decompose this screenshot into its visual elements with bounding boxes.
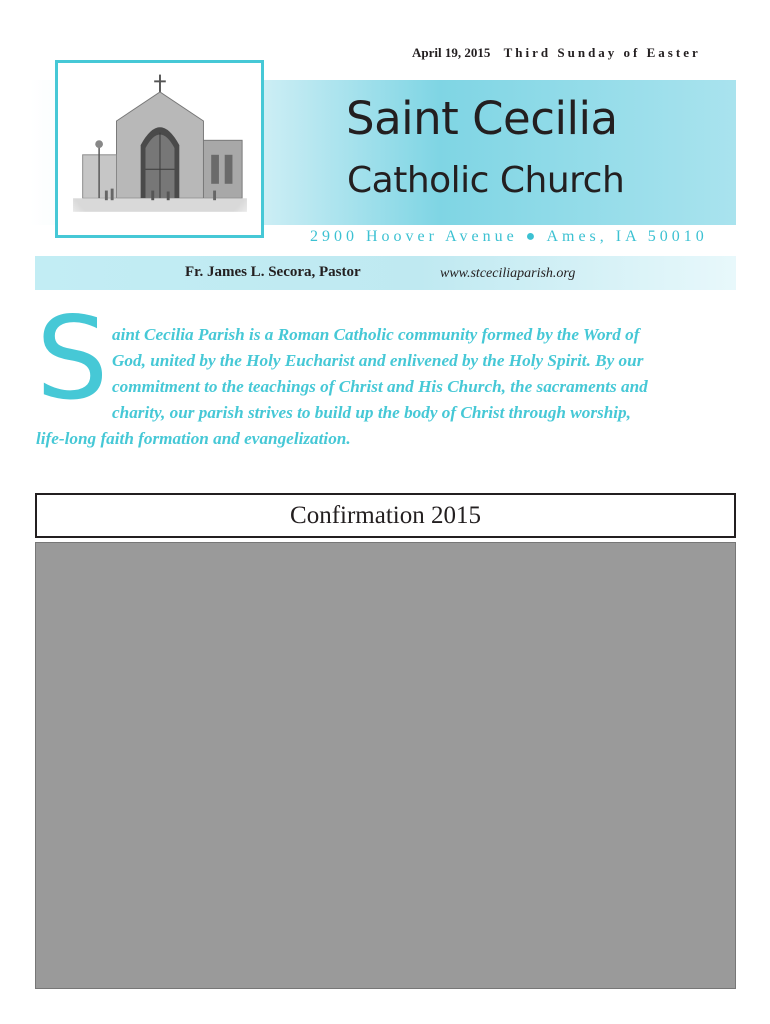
pastor-band (35, 256, 736, 290)
bulletin-date: April 19, 2015 (412, 45, 491, 60)
mission-line: God, united by the Holy Eucharist and enlivened by the Holy Spirit. By our (112, 351, 644, 370)
bulletin-date-line (412, 45, 712, 61)
confirmation-group-photo (35, 542, 736, 989)
church-illustration (55, 60, 264, 238)
church-name-line1: Saint Cecilia (346, 92, 618, 145)
parish-website-link[interactable]: www.stceciliaparish.org (440, 266, 576, 281)
mission-line: aint Cecilia Parish is a Roman Catholic community formed by the Word of (112, 325, 640, 344)
mission-line: life-long faith formation and evangelization. (36, 429, 351, 448)
feature-title-box (35, 493, 736, 538)
feature-title: Confirmation 2015 (290, 502, 481, 529)
mission-line: charity, our parish strives to build up the body of Christ through worship, (112, 403, 631, 422)
mission-drop-cap: S (36, 292, 109, 425)
church-building-icon (58, 63, 261, 235)
pastor-name: Fr. James L. Secora, Pastor (185, 264, 361, 280)
liturgical-occasion: Third Sunday of Easter (503, 45, 701, 60)
church-name-line2: Catholic Church (347, 160, 625, 201)
mission-statement (36, 322, 736, 452)
mission-line: commitment to the teachings of Christ and His Church, the sacraments and (112, 377, 648, 396)
church-address: 2900 Hoover Avenue ● Ames, IA 50010 (310, 228, 708, 245)
